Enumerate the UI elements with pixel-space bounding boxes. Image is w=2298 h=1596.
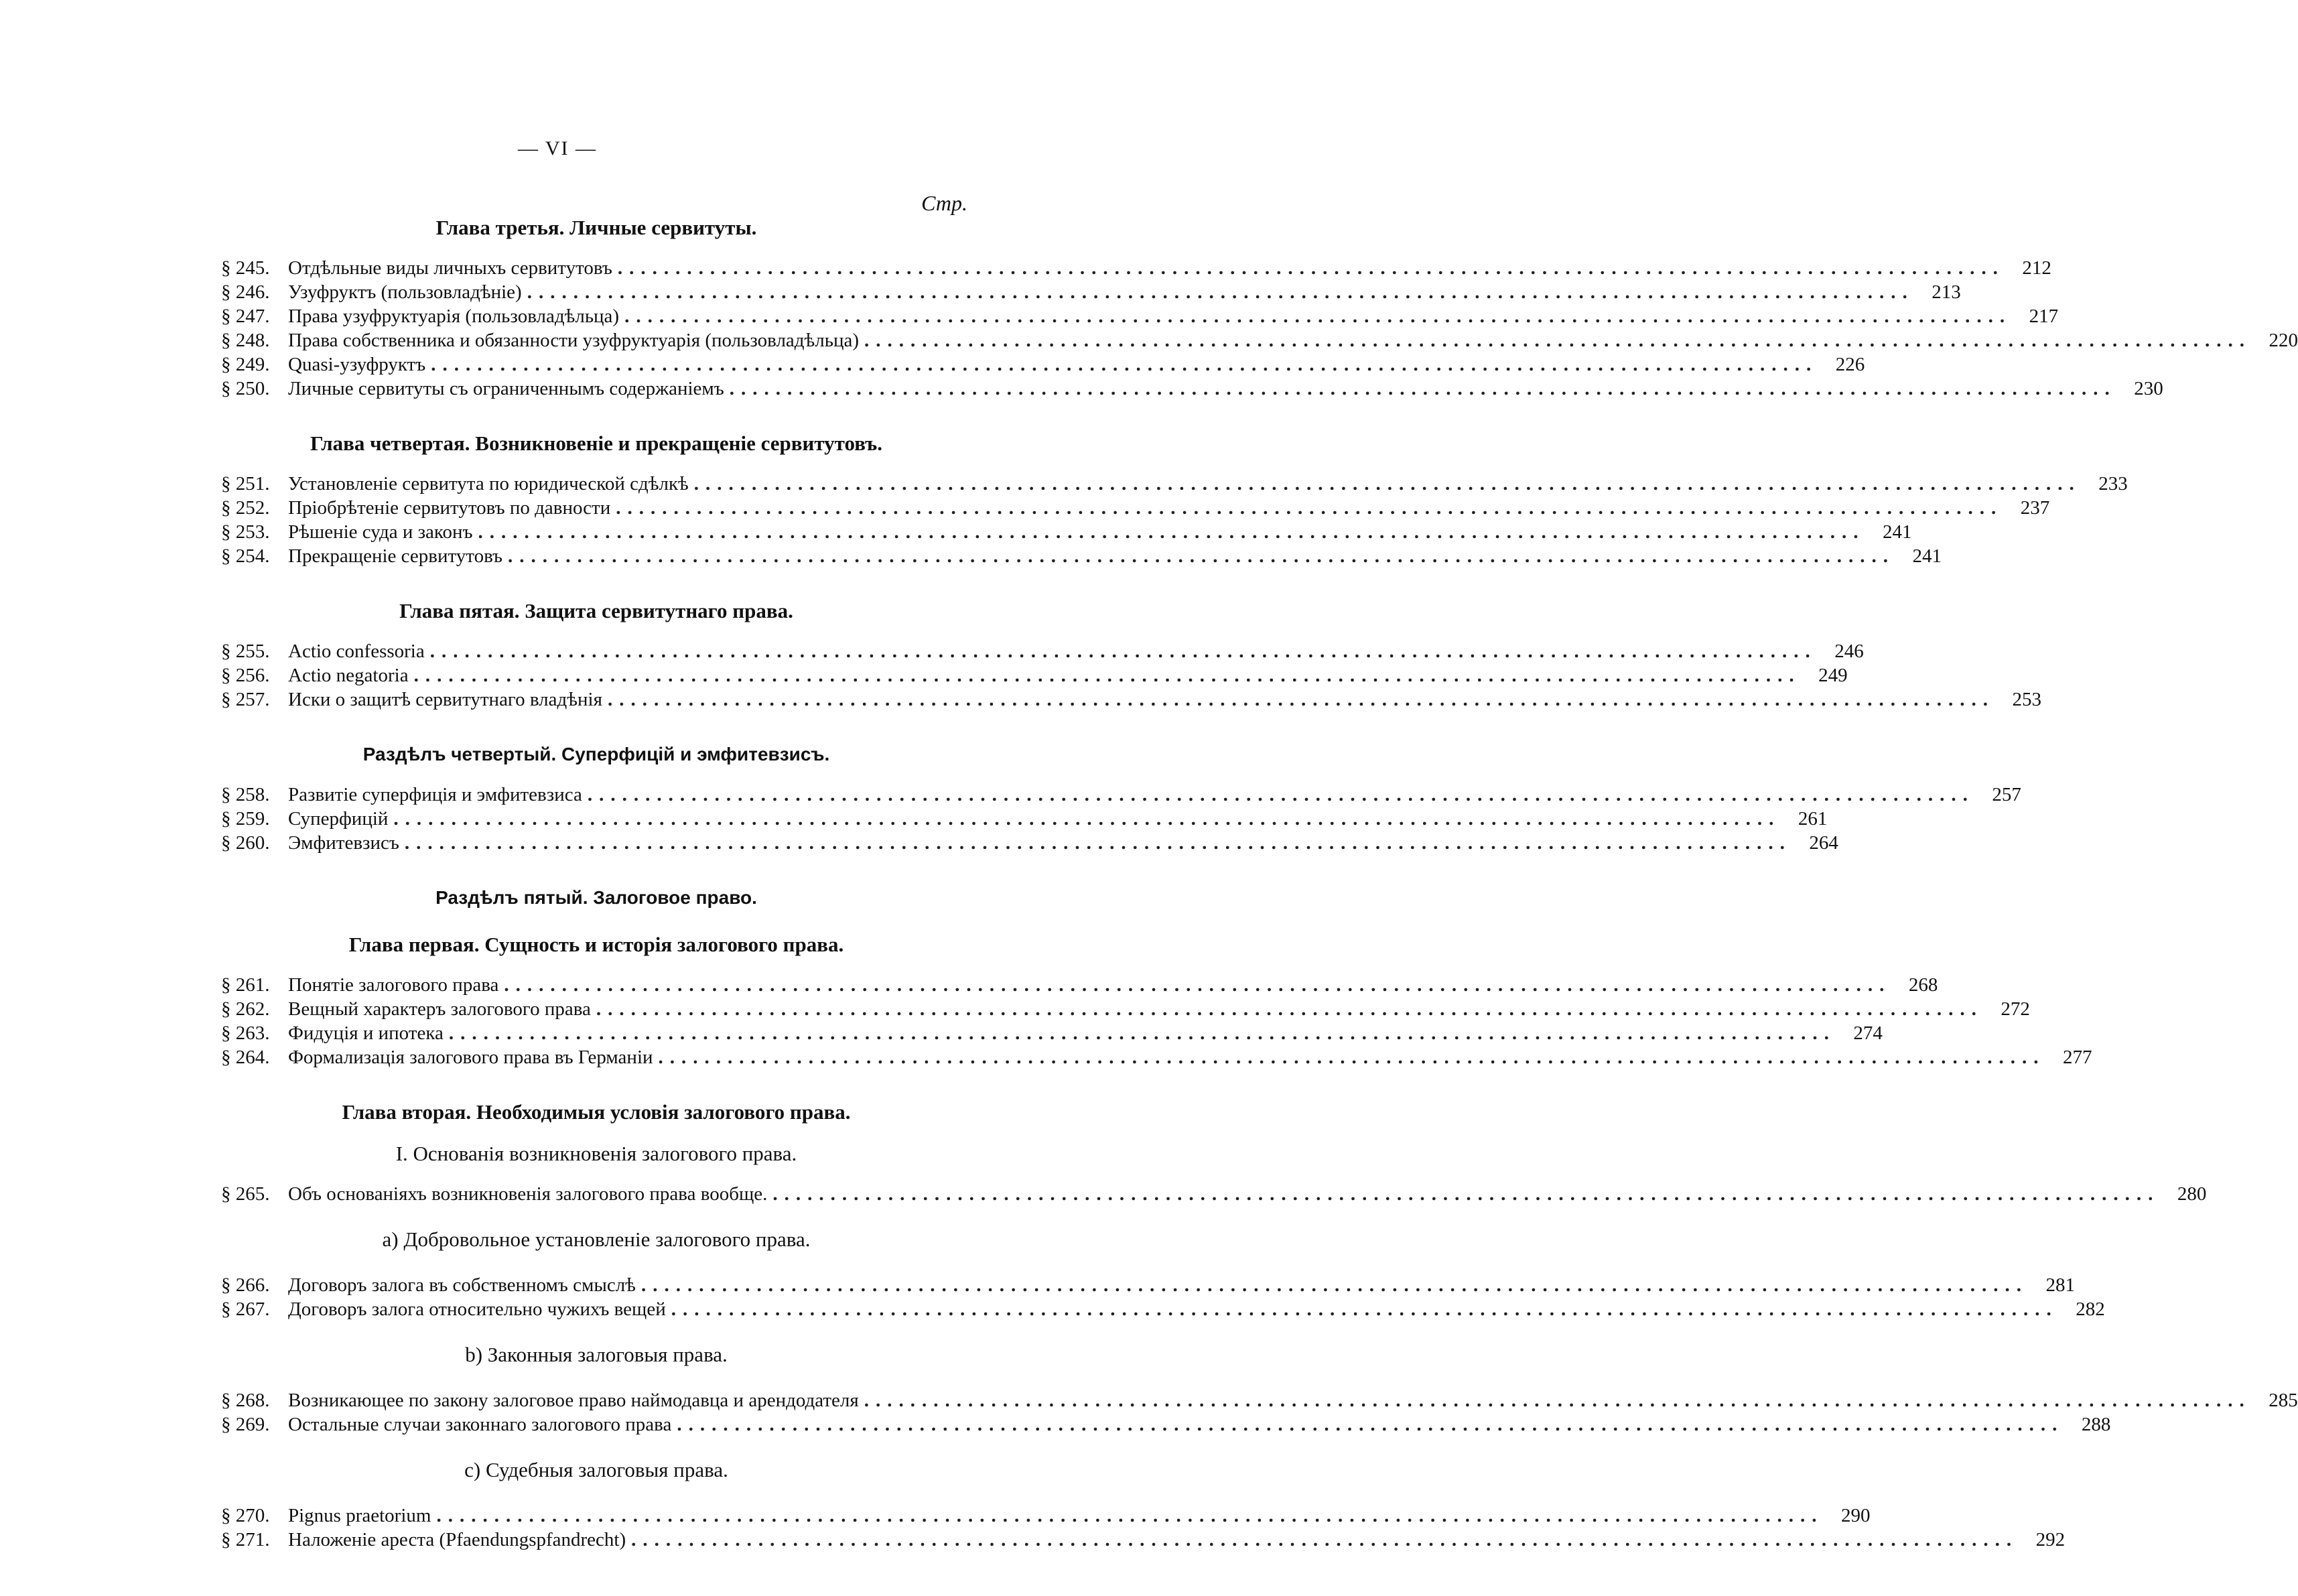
entry-title: Рѣшеніе суда и законъ [288,521,473,543]
subsection-heading: b) Законныя залоговыя права. [465,1343,728,1366]
toc-entry [221,1045,2092,1069]
entry-title: Объ основаніяхъ возникновенія залогового права вообще. [288,1183,768,1205]
leader-dots: ........................................................................................................................ [596,998,1983,1020]
entry-title: Эмфитевзисъ [288,832,399,854]
toc-entry [221,1504,1871,1528]
toc-entry [221,807,1828,831]
page-ref: 282 [2076,1299,2105,1320]
entry-title: Понятіе залогового права [288,974,499,996]
part-heading: Раздѣлъ пятый. Залоговое право. [435,887,757,908]
toc-entry [221,352,1865,377]
page-ref: 274 [1853,1022,1883,1044]
entry-title: Прекращеніе сервитутовъ [288,545,503,567]
leader-dots: ........................................................................................................................ [436,1505,1824,1526]
leader-dots: ........................................................................................................................ [677,1414,2064,1435]
page-ref: 233 [2098,473,2128,494]
leader-dots: ........................................................................................................................ [693,473,2081,494]
toc-entry [221,639,1864,663]
toc-entry [221,1297,2105,1321]
section-number: § 259. [221,808,270,829]
entry-title: Договоръ залога относительно чужихъ вещей [288,1299,666,1320]
leader-dots: ........................................................................................................................ [448,1022,1836,1044]
toc-entry [221,783,2021,807]
entry-title: Фидуція и ипотека [288,1022,444,1044]
entry-title: Узуфруктъ (пользовладѣніе) [288,281,522,303]
leader-dots: ........................................................................................................................ [640,1274,2028,1296]
section-number: § 270. [221,1505,270,1526]
page-ref: 292 [2035,1529,2066,1550]
page-ref: 285 [2269,1390,2298,1411]
toc-entry [221,1412,2111,1437]
page-ref: 253 [2012,689,2041,710]
entry-title: Иски о защитѣ сервитутнаго владѣнія [288,689,602,710]
entry-title: Пріобрѣтеніе сервитутовъ по давности [288,497,611,519]
chapter-heading: Глава пятая. Защита сервитутнаго права. [399,599,793,622]
leader-dots: ........................................................................................................................ [527,281,1914,303]
page-ref: 213 [1932,281,1961,303]
leader-dots: ........................................................................................................................ [508,545,1895,567]
page-ref: 246 [1834,641,1864,662]
entry-title: Права узуфруктуарія (пользовладѣльца) [288,306,620,327]
page-ref: 217 [2029,306,2059,327]
entry-title: Вещный характеръ залогового права [288,998,591,1020]
section-number: § 255. [221,641,270,662]
section-number: § 245. [221,257,270,279]
toc-entry [221,256,2051,280]
section-number: § 257. [221,689,270,710]
section-number: § 256. [221,665,270,686]
page-ref: 268 [1908,974,1938,996]
entry-title: Quasi-узуфруктъ [288,354,426,375]
section-number: § 265. [221,1183,270,1205]
table-of-contents [221,214,2298,1552]
section-number: § 248. [221,330,270,351]
section-number: § 247. [221,306,270,327]
toc-entry [221,280,1961,304]
page-column-label: Стр. [921,191,967,215]
leader-dots: ........................................................................................................................ [431,354,1818,375]
entry-title: Установленіе сервитута по юридической сдѣлкѣ [288,473,689,494]
section-number: § 263. [221,1022,270,1044]
leader-dots: ........................................................................................................................ [504,974,1891,996]
toc-entry [221,472,2128,496]
leader-dots: ........................................................................................................................ [658,1047,2045,1068]
page-ref: 241 [1912,545,1942,567]
section-number: § 253. [221,521,270,543]
leader-dots: ........................................................................................................................ [478,521,1865,543]
leader-dots: ........................................................................................................................ [617,257,2005,279]
toc-entry [221,687,2041,712]
entry-title: Возникающее по закону залоговое право наймодавца и арендодателя [288,1390,859,1411]
leader-dots: ........................................................................................................................ [404,832,1792,854]
entry-title: Развитіе суперфиція и эмфитевзиса [288,784,582,805]
toc-entry [221,973,1938,997]
section-number: § 249. [221,354,270,375]
toc-entry [221,997,2030,1021]
section-number: § 268. [221,1390,270,1411]
section-number: § 264. [221,1047,270,1068]
page-ref: 280 [2177,1183,2207,1205]
page-ref: 249 [1818,665,1848,686]
leader-dots: ........................................................................................................................ [631,1529,2019,1550]
toc-entry [221,1182,2207,1206]
chapter-heading: Глава вторая. Необходимыя условія залогового права. [342,1100,851,1124]
page-ref: 241 [1883,521,1912,543]
entry-title: Суперфицій [288,808,389,829]
toc-entry [221,1273,2075,1297]
page-ref: 264 [1809,832,1838,854]
section-number: § 267. [221,1299,270,1320]
leader-dots: ........................................................................................................................ [616,497,2003,519]
entry-title: Формализація залогового права въ Германіи [288,1047,653,1068]
leader-dots: ........................................................................................................................ [729,378,2116,399]
page-ref: 281 [2045,1274,2075,1296]
page-ref: 230 [2134,378,2163,399]
toc-entry [221,377,2163,401]
page-ref: 212 [2022,257,2051,279]
toc-entry [221,304,2059,328]
section-number: § 271. [221,1529,270,1550]
section-number: § 246. [221,281,270,303]
part-heading: Раздѣлъ четвертый. Суперфицій и эмфитевзисъ. [362,744,830,764]
section-number: § 251. [221,473,270,494]
entry-title: Договоръ залога въ собственномъ смыслѣ [288,1274,636,1296]
page-ref: 237 [2020,497,2050,519]
section-number: § 261. [221,974,270,996]
leader-dots: ........................................................................................................................ [864,330,2252,351]
entry-title: Actio confessoria [288,641,425,662]
section-number: § 266. [221,1274,270,1296]
leader-dots: ........................................................................................................................ [864,1390,2251,1411]
toc-entry [221,1388,2298,1412]
subsection-heading: c) Судебныя залоговыя права. [464,1458,728,1481]
entry-title: Pignus praetorium [288,1505,431,1526]
section-number: § 250. [221,378,270,399]
entry-title: Actio negatoria [288,665,409,686]
toc-entry [221,496,2050,520]
page-ref: 272 [2001,998,2030,1020]
leader-dots: ........................................................................................................................ [772,1183,2160,1205]
page-ref: 277 [2063,1047,2092,1068]
page-ref: 220 [2269,330,2298,351]
toc-entry [221,831,1838,855]
page-ref: 288 [2081,1414,2111,1435]
entry-title: Личные сервитуты съ ограниченнымъ содержаніемъ [288,378,724,399]
entry-title: Отдѣльные виды личныхъ сервитутовъ [288,257,612,279]
page-number: — VI — [517,137,598,159]
entry-title: Права собственника и обязанности узуфруктуарія (пользовладѣльца) [288,330,860,351]
leader-dots: ........................................................................................................................ [607,689,1995,710]
section-number: § 254. [221,545,270,567]
subsection-heading: I. Основанія возникновенія залогового права. [395,1142,797,1165]
leader-dots: ........................................................................................................................ [413,665,1801,686]
entry-title: Наложеніе ареста (Pfaendungspfandrecht) [288,1529,626,1550]
section-number: § 258. [221,784,270,805]
toc-entry [221,328,2298,352]
toc-entry [221,520,1912,544]
page-ref: 290 [1840,1505,1871,1526]
toc-entry [221,1528,2066,1552]
leader-dots: ........................................................................................................................ [624,306,2012,327]
toc-entry [221,1021,1883,1045]
entry-title: Остальные случаи законнаго залогового права [288,1414,672,1435]
subsection-heading: a) Добровольное установленіе залогового права. [382,1227,811,1251]
toc-entry [221,663,1848,687]
chapter-heading: Глава третья. Личные сервитуты. [435,216,757,239]
section-number: § 262. [221,998,270,1020]
leader-dots: ........................................................................................................................ [429,641,1817,662]
toc-entry [221,544,1942,568]
chapter-heading: Глава четвертая. Возникновеніе и прекращеніе сервитутовъ. [310,431,882,455]
chapter-heading: Глава первая. Сущность и исторія залогового права. [348,933,844,956]
page-ref: 261 [1798,808,1828,829]
page-ref: 226 [1835,354,1865,375]
section-number: § 269. [221,1414,270,1435]
leader-dots: ........................................................................................................................ [393,808,1781,829]
section-number: § 260. [221,832,270,854]
leader-dots: ........................................................................................................................ [587,784,1974,805]
page-ref: 257 [1992,784,2021,805]
leader-dots: ........................................................................................................................ [671,1299,2058,1320]
section-number: § 252. [221,497,270,519]
